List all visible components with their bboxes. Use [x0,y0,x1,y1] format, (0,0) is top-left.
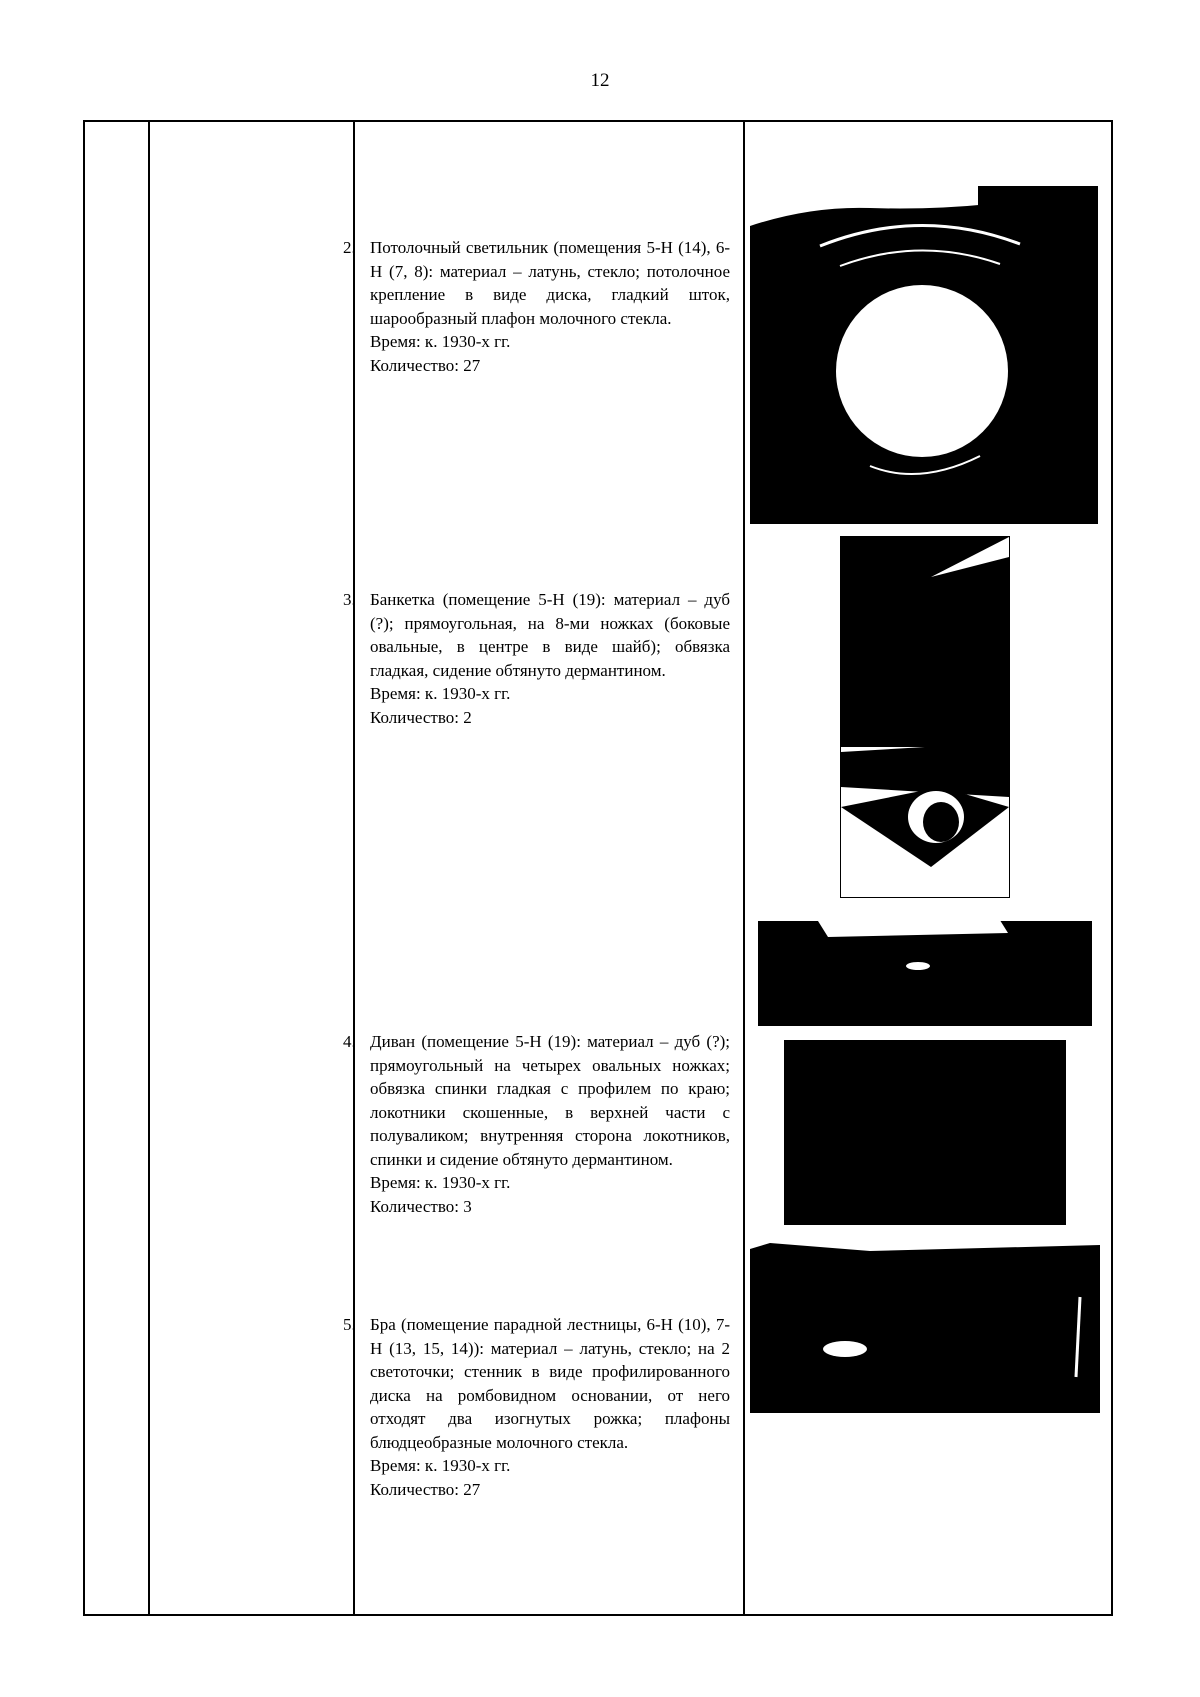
item-time: Время: к. 1930-х гг. [370,1173,511,1192]
item-number: 2. [343,238,356,257]
item-quantity: Количество: 2 [370,707,472,727]
item-description: Диван (помещение 5-Н (19): материал – дуб (?); прямоугольный на четырех овальных ножках; обвязка спинки гладкая с профилем по краю; локотники скошенные, в верхней части с полуваликом; внутренняя сторона локотников, спинки и сидение обтянуто дермантином. [370,1032,730,1169]
item-number: 3. [343,590,356,609]
item-number: 4. [343,1032,356,1051]
item-time: Время: к. 1930-х гг. [370,332,511,351]
item-sofa [343,1030,730,1218]
item-description: Потолочный светильник (помещения 5-Н (14), 6-Н (7, 8): материал – латунь, стекло; потолочное крепление в виде диска, гладкий шток, шарообразный плафон молочного стекла. [370,238,730,328]
item-bench [343,588,730,729]
column-divider [743,122,745,1614]
item-quantity: Количество: 27 [370,1479,481,1499]
bench-photo [840,536,1010,898]
sofa-photo [758,911,1092,1026]
column-divider [148,122,150,1614]
page-number: 12 [590,70,610,91]
ceiling-lamp-photo [750,186,1098,524]
item-time: Время: к. 1930-х гг. [370,684,511,703]
sconce-photo [750,1237,1100,1413]
item-sconce [343,1313,730,1501]
sofa-detail-photo [784,1040,1066,1225]
item-quantity: Количество: 3 [370,1196,472,1216]
item-quantity: Количество: 27 [370,355,481,375]
item-number: 5. [343,1315,356,1334]
item-time: Время: к. 1930-х гг. [370,1456,511,1475]
column-divider [353,122,355,1614]
item-description: Банкетка (помещение 5-Н (19): материал – дуб (?); прямоугольная, на 8-ми ножках (боковые овальные, в центре в виде шайб); обвязка гладкая, сидение обтянуто дермантином. [370,590,730,680]
item-ceiling-lamp [343,236,730,377]
item-description: Бра (помещение парадной лестницы, 6-Н (10), 7-Н (13, 15, 14)): материал – латунь, стекло; на 2 светоточки; стенник в виде профилированного диска на ромбовидном основании, от него отходят два изогнутых рожка; плафоны блюдцеобразные молочного стекла. [370,1315,730,1452]
